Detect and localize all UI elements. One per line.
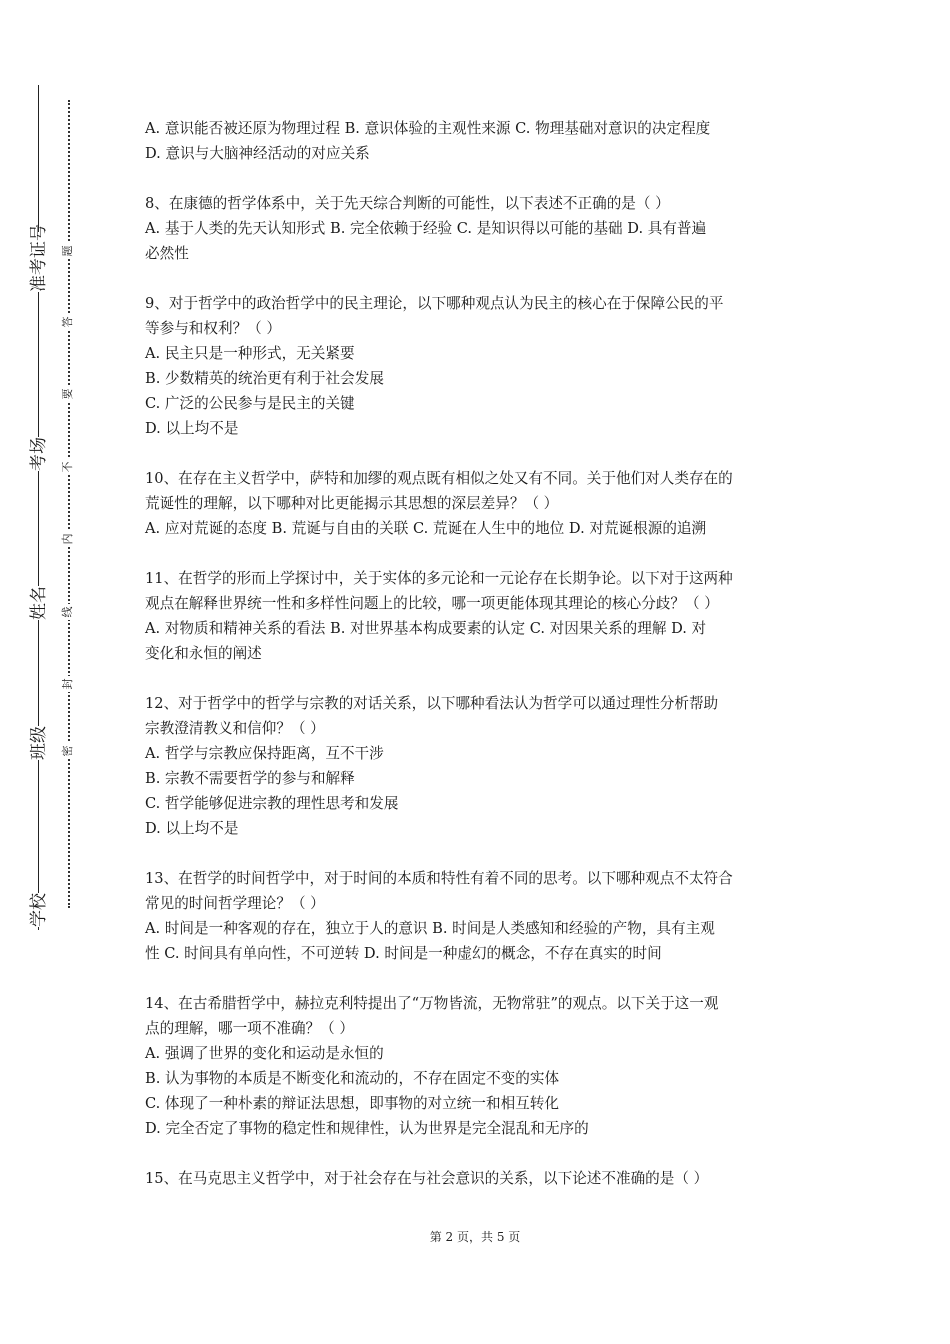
option-c: C. 广泛的公民参与是民主的关键 [145, 395, 355, 412]
question-9 [145, 291, 810, 441]
seal-char-bu: 不 [60, 459, 76, 475]
option-a: A. 强调了世界的变化和运动是永恒的 [145, 1045, 384, 1062]
option-b: B. 少数精英的统治更有利于社会发展 [145, 370, 384, 387]
question-10 [145, 466, 810, 541]
question-stem: 9、对于哲学中的政治哲学中的民主理论，以下哪种观点认为民主的核心在于保障公民的平 [145, 295, 724, 312]
option-line: 必然性 [145, 245, 189, 262]
label-school: 学校 [22, 893, 56, 927]
question-stem: 宗教澄清教义和信仰？（ ） [145, 720, 325, 737]
seal-char-yao: 要 [60, 386, 76, 402]
seal-char-ti: 题 [60, 243, 76, 259]
binding-margin [0, 0, 110, 1344]
option-d: D. 以上均不是 [145, 420, 239, 437]
option-line: 性 C. 时间具有单向性，不可逆转 D. 时间是一种虚幻的概念，不存在真实的时间 [145, 945, 662, 962]
label-class: 班级 [22, 726, 56, 760]
question-stem: 15、在马克思主义哲学中，对于社会存在与社会意识的关系，以下论述不准确的是（ ） [145, 1170, 709, 1187]
question-11 [145, 566, 810, 666]
question-15 [145, 1166, 810, 1191]
option-line: D. 意识与大脑神经活动的对应关系 [145, 145, 370, 162]
question-stem: 常见的时间哲学理论？（ ） [145, 895, 325, 912]
question-stem: 等参与和权利？（ ） [145, 320, 281, 337]
seal-char-mi: 密 [60, 743, 76, 759]
question-stem: 点的理解，哪一项不准确？（ ） [145, 1020, 354, 1037]
question-stem: 10、在存在主义哲学中，萨特和加缪的观点既有相似之处又有不同。关于他们对人类存在的 [145, 470, 733, 487]
option-c: C. 哲学能够促进宗教的理性思考和发展 [145, 795, 399, 812]
seal-char-nei: 内 [60, 531, 76, 547]
option-line: A. 意识能否被还原为物理过程 B. 意识体验的主观性来源 C. 物理基础对意识的决定程度 [145, 120, 711, 137]
binding-solid-line [38, 85, 39, 930]
question-stem: 13、在哲学的时间哲学中，对于时间的本质和特性有着不同的思考。以下哪种观点不太符合 [145, 870, 733, 887]
option-b: B. 宗教不需要哲学的参与和解释 [145, 770, 355, 787]
option-a: A. 哲学与宗教应保持距离，互不干涉 [145, 745, 384, 762]
option-b: B. 认为事物的本质是不断变化和流动的，不存在固定不变的实体 [145, 1070, 560, 1087]
question-7-options [145, 116, 810, 166]
question-8 [145, 191, 810, 266]
option-line: A. 基于人类的先天认知形式 B. 完全依赖于经验 C. 是知识得以可能的基础 D. 具有普遍 [145, 220, 707, 237]
seal-char-da: 答 [60, 314, 76, 330]
option-c: C. 体现了一种朴素的辩证法思想，即事物的对立统一和相互转化 [145, 1095, 559, 1112]
question-content [145, 116, 810, 1216]
option-d: D. 完全否定了事物的稳定性和规律性，认为世界是完全混乱和无序的 [145, 1120, 589, 1137]
label-ticket: 准考证号 [22, 232, 56, 292]
question-stem: 观点在解释世界统一性和多样性问题上的比较，哪一项更能体现其理论的核心分歧？（ ） [145, 595, 719, 612]
question-stem: 11、在哲学的形而上学探讨中，关于实体的多元论和一元论存在长期争论。以下对于这两种 [145, 570, 733, 587]
question-stem: 14、在古希腊哲学中，赫拉克利特提出了“万物皆流，无物常驻”的观点。以下关于这一观 [145, 995, 719, 1012]
question-14 [145, 991, 810, 1141]
seal-char-xian: 线 [60, 604, 76, 620]
option-a: A. 民主只是一种形式，无关紧要 [145, 345, 355, 362]
label-room: 考场 [22, 437, 56, 471]
seal-char-feng: 封 [60, 676, 76, 692]
option-d: D. 以上均不是 [145, 820, 239, 837]
option-line: A. 对物质和精神关系的看法 B. 对世界基本构成要素的认定 C. 对因果关系的理解 D. 对 [145, 620, 707, 637]
question-stem: 8、在康德的哲学体系中，关于先天综合判断的可能性，以下表述不正确的是（ ） [145, 195, 670, 212]
seal-dotted-line [68, 100, 70, 908]
question-13 [145, 866, 810, 966]
option-line: A. 时间是一种客观的存在，独立于人的意识 B. 时间是人类感知和经验的产物，具有主观 [145, 920, 715, 937]
question-stem: 12、对于哲学中的哲学与宗教的对话关系，以下哪种看法认为哲学可以通过理性分析帮助 [145, 695, 719, 712]
label-name: 姓名 [22, 586, 56, 620]
option-line: A. 应对荒诞的态度 B. 荒诞与自由的关联 C. 荒诞在人生中的地位 D. 对荒诞根源的追溯 [145, 520, 707, 537]
page-number: 第 2 页，共 5 页 [429, 1230, 521, 1244]
question-12 [145, 691, 810, 841]
option-line: 变化和永恒的阐述 [145, 645, 262, 662]
question-stem: 荒诞性的理解，以下哪种对比更能揭示其思想的深层差异？（ ） [145, 495, 559, 512]
